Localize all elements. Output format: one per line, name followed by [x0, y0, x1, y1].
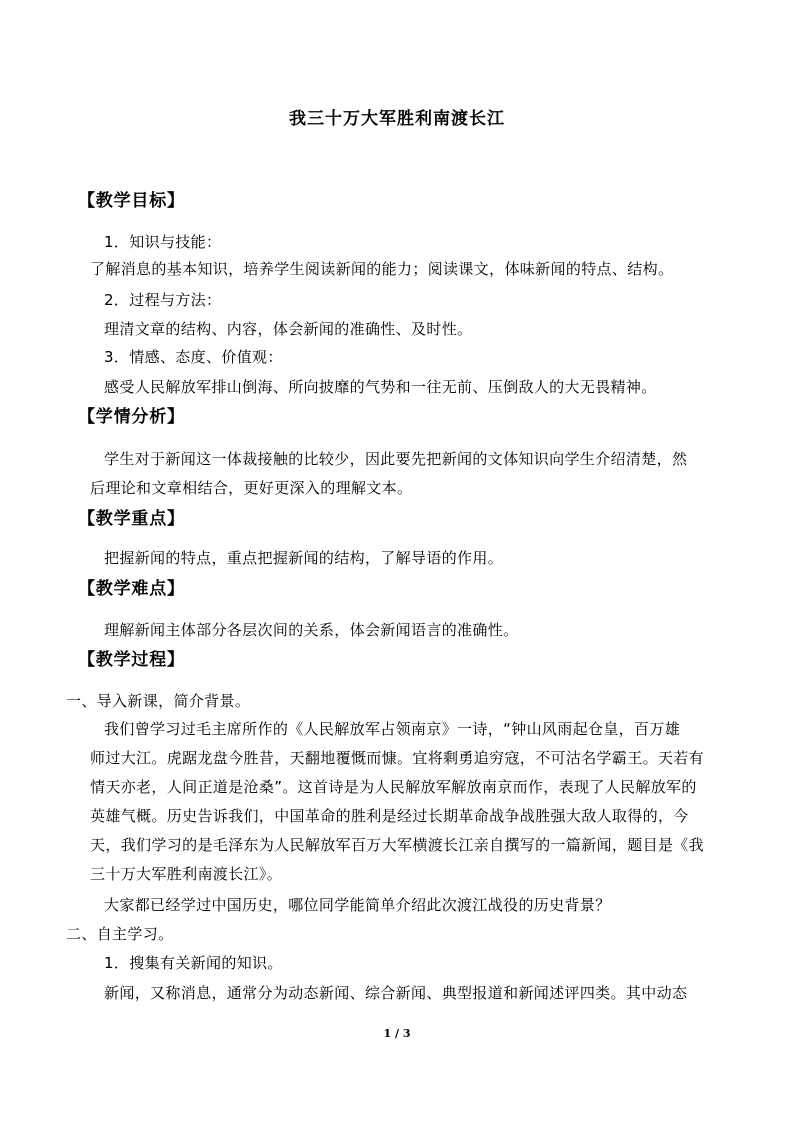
goal-1-text: 了解消息的基本知识，培养学生阅读新闻的能力；阅读课文，体味新闻的特点、结构。 — [90, 260, 674, 278]
document-title: 我三十万大军胜利南渡长江 — [289, 109, 505, 129]
analysis-line-1: 学生对于新闻这一体裁接触的比较少，因此要先把新闻的文体知识向学生介绍清楚，然 — [104, 450, 688, 468]
goal-1-label: 1．知识与技能： — [104, 233, 222, 251]
paragraph-2: 大家都已经学过中国历史，哪位同学能简单介绍此次渡江战役的历史背景？ — [104, 896, 611, 914]
analysis-line-2: 后理论和文章相结合，更好更深入的理解文本。 — [90, 479, 413, 497]
paragraph-1-line-6: 三十万大军胜利南渡长江》。 — [90, 865, 283, 883]
heading-teaching-key-points: 【教学重点】 — [78, 509, 185, 529]
goal-2-text: 理清文章的结构、内容，体会新闻的准确性、及时性。 — [104, 320, 473, 338]
goal-2-label: 2．过程与方法： — [104, 291, 222, 309]
sub-step-1: 1．搜集有关新闻的知识。 — [104, 954, 283, 972]
page-number: 1 / 3 — [383, 1027, 411, 1040]
heading-teaching-process: 【教学过程】 — [78, 650, 185, 670]
paragraph-1-line-3: 情天亦老，人间正道是沧桑”。这首诗是为人民解放军解放南京而作，表现了人民解放军的 — [90, 778, 697, 796]
paragraph-1-line-5: 天，我们学习的是毛泽东为人民解放军百万大军横渡长江亲自撰写的一篇新闻，题目是《我 — [90, 836, 705, 854]
paragraph-1-line-1: 我们曾学习过毛主席所作的《人民解放军占领南京》一诗，“钟山风雨起仓皇，百万雄 — [104, 720, 681, 738]
goal-3-text: 感受人民解放军排山倒海、所向披靡的气势和一往无前、压倒敌人的大无畏精神。 — [104, 378, 657, 396]
step-2-heading: 二、自主学习。 — [66, 925, 174, 943]
paragraph-1-line-4: 英雄气概。历史告诉我们，中国革命的胜利是经过长期革命战争战胜强大敌人取得的，今 — [90, 807, 689, 825]
goal-3-label: 3．情感、态度、价值观： — [104, 348, 283, 366]
heading-teaching-difficulties: 【教学难点】 — [78, 579, 185, 599]
heading-student-analysis: 【学情分析】 — [78, 407, 185, 427]
paragraph-1-line-2: 师过大江。虎踞龙盘今胜昔，天翻地覆慨而慷。宜将剩勇追穷寇，不可沽名学霸王。天若有 — [90, 749, 705, 767]
key-points-text: 把握新闻的特点，重点把握新闻的结构，了解导语的作用。 — [104, 549, 504, 567]
heading-teaching-goals: 【教学目标】 — [78, 191, 185, 211]
step-1-heading: 一、导入新课，简介背景。 — [66, 692, 251, 710]
paragraph-3-line-1: 新闻，又称消息，通常分为动态新闻、综合新闻、典型报道和新闻述评四类。其中动态 — [104, 984, 688, 1002]
difficulties-text: 理解新闻主体部分各层次间的关系，体会新闻语言的准确性。 — [104, 621, 519, 639]
